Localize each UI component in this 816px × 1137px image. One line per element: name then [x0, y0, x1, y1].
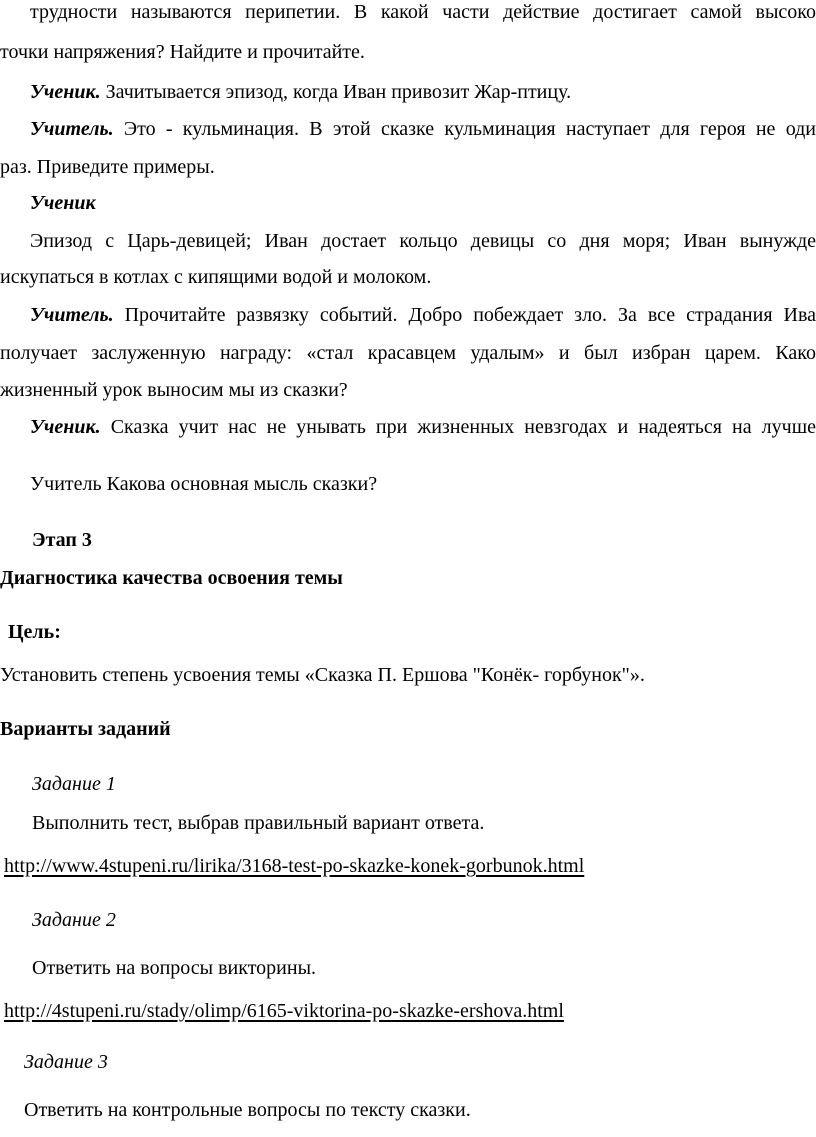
dialogue-line-1 [30, 2, 816, 22]
student-reply-1-text: Зачитывается эпизод, когда Иван привозит Жар-птицу. [100, 81, 572, 103]
student-reply-3-text: Сказка учит нас не унывать при жизненных невзгодах и надеяться на лучше [100, 416, 816, 438]
dialogue-line-5 [0, 157, 215, 177]
dialogue-line-5-text: раз. Приведите примеры. [0, 156, 215, 178]
task-3-description: Ответить на контрольные вопросы по тексту сказки. [24, 1099, 471, 1121]
task-1-link-row [4, 856, 584, 876]
tasks-heading [0, 719, 171, 739]
dialogue-line-8 [0, 267, 431, 287]
task-2-label-text: Задание 2 [32, 909, 116, 931]
task-3-text [24, 1100, 471, 1120]
task-2-description: Ответить на вопросы викторины. [32, 957, 317, 979]
dialogue-line-11-text: жизненный урок выносим мы из сказки? [0, 379, 348, 401]
task-1-text [32, 813, 484, 833]
dialogue-line-7 [30, 231, 816, 251]
task-1-label [32, 774, 116, 794]
dialogue-line-10-text: получает заслуженную награду: «стал красавцем удалым» и был избран царем. Како [0, 342, 816, 364]
dialogue-line-2-text: точки напряжения? Найдите и прочитайте. [0, 41, 365, 63]
stage-title-text: Этап 3 [32, 529, 92, 551]
task-2-label [32, 910, 116, 930]
teacher-reply-2-text: Прочитайте развязку событий. Добро побеждает зло. За все страдания Ива [113, 304, 816, 326]
dialogue-line-2 [0, 42, 365, 62]
dialogue-line-1-text: трудности называются перипетии. В какой части действие достигает самой высоко [30, 1, 816, 23]
stage-title [32, 530, 92, 550]
task-3-label-text: Задание 3 [24, 1051, 108, 1073]
task-2-link-row [4, 1001, 564, 1021]
dialogue-line-7-text: Эпизод с Царь-девицей; Иван достает кольцо девицы со дня моря; Иван вынужде [30, 230, 816, 252]
task-2-text [32, 958, 316, 978]
goal-label [8, 622, 61, 642]
task-1-description: Выполнить тест, выбрав правильный вариант ответа. [32, 812, 485, 834]
dialogue-line-8-text: искупаться в котлах с кипящими водой и молоком. [0, 266, 432, 288]
student-label: Ученик [30, 192, 96, 214]
goal-text [0, 665, 645, 685]
task-1-label-text: Задание 1 [32, 773, 116, 795]
teacher-reply-2 [30, 305, 816, 325]
student-label: Ученик. [30, 81, 101, 103]
teacher-reply-1-text: Это - кульминация. В этой сказке кульминация наступает для героя не оди [113, 118, 816, 140]
dialogue-line-13-text: Учитель Какова основная мысль сказки? [30, 473, 378, 495]
task-2-link[interactable]: http://4stupeni.ru/stady/olimp/6165-viktorina-po-skazke-ershova.html [4, 1000, 564, 1022]
student-reply-2-label [30, 193, 96, 213]
student-reply-3 [30, 417, 816, 437]
teacher-label: Учитель. [30, 304, 114, 326]
teacher-label: Учитель. [30, 118, 114, 140]
dialogue-line-11 [0, 380, 348, 400]
teacher-reply-1 [30, 119, 816, 139]
student-label: Ученик. [30, 416, 101, 438]
tasks-heading-text: Варианты заданий [0, 718, 171, 740]
dialogue-line-13 [30, 474, 377, 494]
dialogue-line-10 [0, 343, 816, 363]
stage-subtitle-text: Диагностика качества освоения темы [0, 567, 343, 589]
goal-label-text: Цель: [8, 621, 61, 643]
goal-text-content: Установить степень усвоения темы «Сказка П. Ершова "Конёк- горбунок"». [0, 664, 645, 686]
stage-subtitle [0, 568, 343, 588]
task-3-label [24, 1052, 108, 1072]
task-1-link[interactable]: http://www.4stupeni.ru/lirika/3168-test-po-skazke-konek-gorbunok.html [4, 855, 585, 877]
student-reply-1 [30, 82, 571, 102]
